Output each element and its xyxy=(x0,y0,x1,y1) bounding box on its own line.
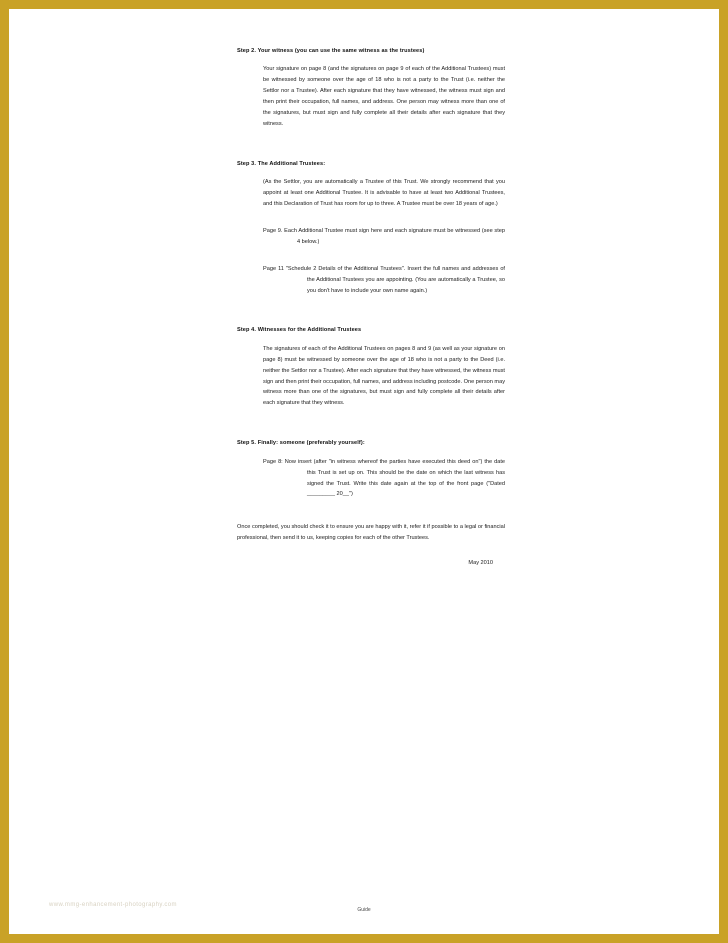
spacer xyxy=(237,140,505,160)
spacer xyxy=(237,419,505,439)
spacer xyxy=(237,510,505,522)
page-content-area xyxy=(9,9,719,934)
spacer xyxy=(237,306,505,326)
section-paragraph-step-4-1: The signatures of each of the Additional Trustees on pages 8 and 9 (as well as your signature on page 8) must be witnessed by someone over the age of 18 who is not a party to the Deed (i.e. neither the Settlor nor a Trustee). After each signature that they have witnessed, the witness must sign and then print their occupation, full names, and address including postcode. One person may witness more than one of the signatures, but must sign and fully complete all their details after each signature that they witness. xyxy=(263,345,505,407)
section-paragraph-step-3-2: Page 9. Each Additional Trustee must sign here and each signature must be witnessed (see step 4 below.) xyxy=(263,227,505,245)
footer-page-label: Guide xyxy=(357,907,371,913)
section-paragraph-step-3-3: Page 11 "Schedule 2 Details of the Additional Trustees". Insert the full names and addresses of the Additional Trustees you are appointing. (You are automatically a Trustee, so you don't have to include your own name again.) xyxy=(263,265,505,294)
date-line: May 2010 xyxy=(468,560,493,567)
section-heading-step-4: Step 4. Witnesses for the Additional Trustees xyxy=(237,327,362,334)
section-paragraph-step-3-1: (As the Settlor, you are automatically a Trustee of this Trust. We strongly recommend that you appoint at least one Additional Trustee. It is advisable to have at least two Additional Trustees, and this Declaration of Trust has room for up to three. A Trustee must be over 18 years of age.) xyxy=(263,179,505,208)
footer-watermark: www.mmg-enhancement-photography.com xyxy=(49,902,177,908)
section-heading-step-5: Step 5. Finally: someone (preferably yourself): xyxy=(237,440,365,447)
document-body xyxy=(237,47,505,566)
section-heading-step-3: Step 3. The Additional Trustees: xyxy=(237,160,326,167)
section-paragraph-step-2-1: Your signature on page 8 (and the signatures on page 9 of each of the Additional Trustees) must be witnessed by someone over the age of 18 who is not a party to the Trust (i.e. neither the Settlor nor a Trustee). After each signature that they have witnessed, the witness must sign and then print their occupation, full names, and address. One person may witness more than one of the signatures, but must sign and fully complete all their details after each signature that they witness. xyxy=(263,66,505,127)
section-paragraph-step-5-1: Page 8: Now insert (after "in witness whereof the parties have executed this deed on") the date this Trust is set up on. This should be the date on which the last witness has signed the Trust. Write this date again at the top of the front page ("Dated _________ 20__") xyxy=(263,458,505,498)
section-heading-step-2: Step 2. Your witness (you can use the same witness as the trustees) xyxy=(237,48,425,54)
closing-note: Once completed, you should check it to ensure you are happy with it, refer it if possible to a legal or financial professional, then send it to us, keeping copies for each of the other Trustees. xyxy=(237,524,505,542)
